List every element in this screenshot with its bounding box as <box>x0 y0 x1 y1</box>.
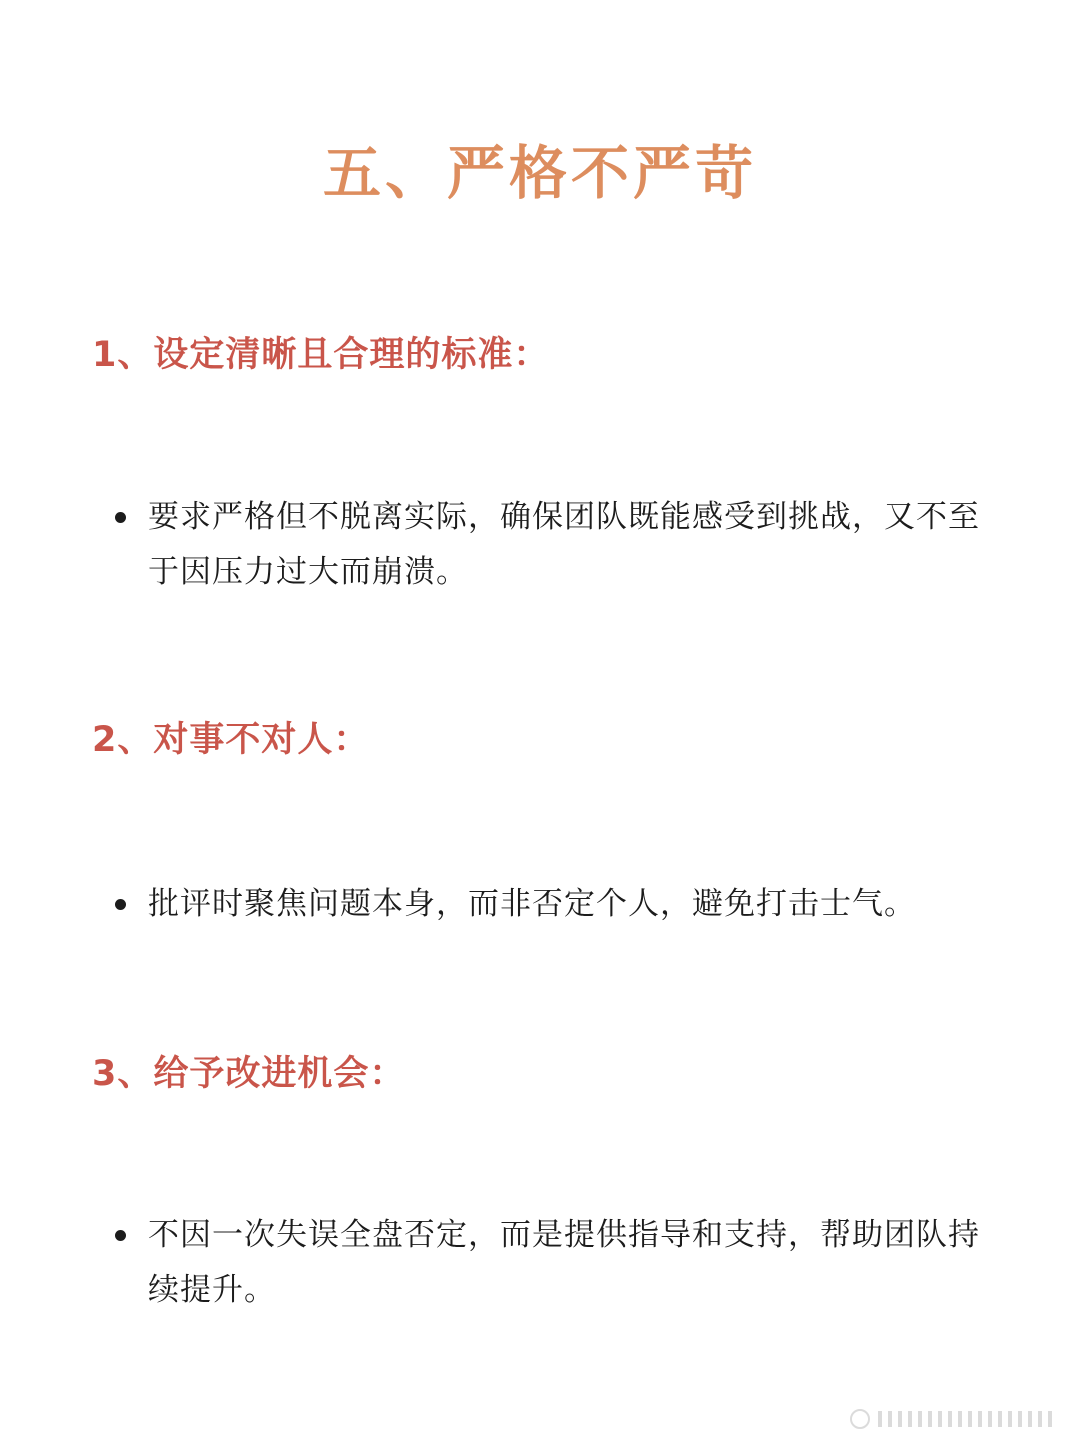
bullet-dot-icon <box>115 899 126 910</box>
bullet-item-2 <box>115 877 985 932</box>
bullet-item-3 <box>115 1208 985 1318</box>
watermark-logo <box>848 1407 1068 1431</box>
bullet-text-1: 要求严格但不脱离实际，确保团队既能感受到挑战，又不至于因压力过大而崩溃。 <box>148 499 980 590</box>
bullet-text-2: 批评时聚焦问题本身，而非否定个人，避免打击士气。 <box>148 886 916 922</box>
bullet-text-3: 不因一次失误全盘否定，而是提供指导和支持，帮助团队持续提升。 <box>148 1217 980 1308</box>
page-title: 五、严格不严苛 <box>322 139 757 207</box>
bullet-dot-icon <box>115 512 126 523</box>
section-heading-2: 2、对事不对人： <box>92 720 370 760</box>
bullet-item-1 <box>115 490 985 600</box>
section-heading-1: 1、设定清晰且合理的标准： <box>92 335 550 375</box>
bullet-dot-icon <box>115 1230 126 1241</box>
section-heading-3: 3、给予改进机会： <box>92 1054 406 1094</box>
